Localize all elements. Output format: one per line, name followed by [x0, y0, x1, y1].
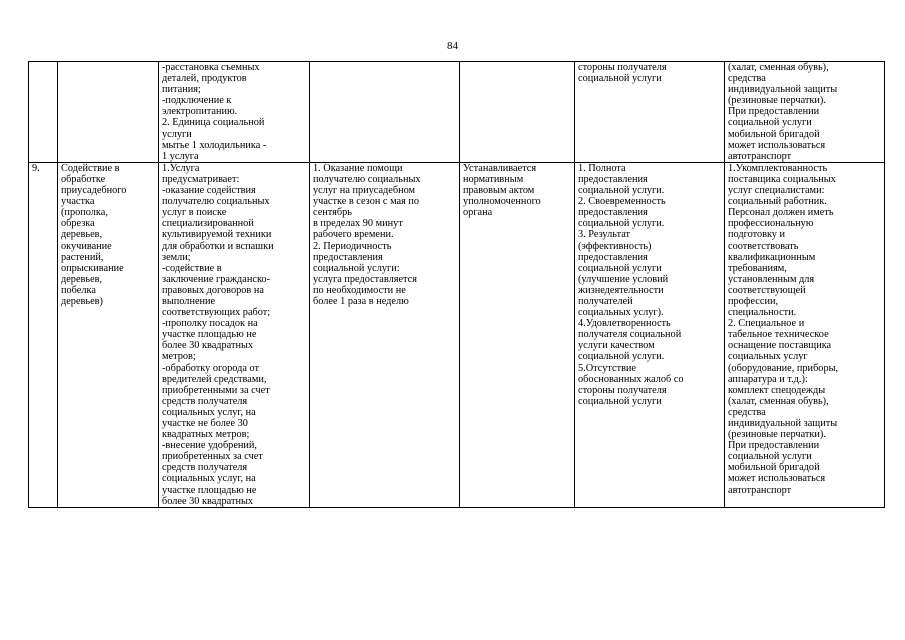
cell-service-time	[310, 62, 460, 163]
text-line: земли;	[162, 251, 191, 263]
text-line: -внесение удобрений,	[162, 440, 258, 452]
text-line: социальной услуги	[578, 73, 662, 85]
text-line: обоснованных жалоб со	[578, 373, 684, 385]
text-line: правовых договоров на	[162, 284, 264, 296]
text-line: 3. Результат	[578, 229, 631, 241]
text-line: предусматривает:	[162, 173, 240, 185]
text-line: приобретенных за счет	[162, 451, 263, 463]
text-line: может использоваться	[728, 473, 826, 485]
text-line: средства	[728, 406, 766, 418]
text-line: социальных услуг, на	[162, 406, 256, 418]
cell-service-time	[310, 162, 460, 507]
text-line: деревьев,	[61, 273, 103, 285]
text-line: получателя социальной	[578, 329, 682, 341]
text-line: соответствовать	[728, 240, 799, 252]
text-line: средства	[728, 73, 766, 85]
text-line: выполнение	[162, 295, 216, 307]
text-line: услуги качеством	[578, 340, 655, 352]
text-line: правовым актом	[463, 185, 535, 197]
text-line: более 30 квадратных	[162, 495, 254, 507]
text-line: вредителей средствами,	[162, 373, 267, 385]
text-line: растений,	[61, 251, 104, 263]
cell-service-quality	[575, 162, 725, 507]
services-table	[28, 61, 885, 508]
text-line: 1.Укомплектованность	[728, 162, 828, 174]
text-line: получателю социальных	[162, 196, 270, 208]
text-line: 1.Услуга	[162, 162, 200, 174]
text-line: соответствующих работ;	[162, 307, 271, 319]
text-line: автотранспорт	[728, 484, 792, 496]
text-line: участке не более 30	[162, 418, 248, 429]
text-line: индивидуальной защиты	[728, 418, 838, 429]
text-line: требованиям,	[728, 262, 787, 274]
text-line: социальной услуги	[728, 117, 812, 129]
text-line: социальной услуги:	[313, 262, 400, 274]
text-line: (халат, сменная обувь),	[728, 62, 829, 73]
text-line: 1. Оказание помощи	[313, 162, 403, 174]
cell-service-norm	[460, 62, 575, 163]
text-line: услуг на приусадебном	[313, 185, 416, 197]
text-line: социальной услуги	[578, 395, 662, 407]
text-line: средств получателя	[162, 462, 248, 474]
text-line: опрыскивание	[61, 262, 124, 274]
text-line: установленным для	[728, 273, 815, 285]
text-line: квадратных метров;	[162, 429, 250, 441]
text-line: квалификационным	[728, 251, 816, 263]
text-line: Устанавливается	[463, 162, 537, 174]
text-line: 2. Периодичность	[313, 240, 392, 252]
cell-service-content	[159, 62, 310, 163]
text-line: -расстановка съемных	[162, 62, 260, 73]
text-line: 1. Полнота	[578, 162, 626, 174]
text-line: жизнедеятельности	[578, 284, 664, 296]
text-line: средств получателя	[162, 395, 248, 407]
text-line: При предоставлении	[728, 440, 820, 452]
text-line: услуг специалистами:	[728, 185, 825, 197]
cell-service-name	[58, 162, 159, 507]
text-line: электропитанию.	[162, 106, 238, 118]
text-line: обработке	[61, 173, 106, 185]
text-line: деталей, продуктов	[162, 73, 247, 85]
text-line: социальной услуги.	[578, 185, 665, 197]
text-line: культивируемой техники	[162, 229, 272, 241]
text-line: социальной услуги.	[578, 218, 665, 230]
text-line: органа	[463, 207, 493, 219]
text-line: социальной услуги	[728, 451, 812, 463]
text-line: может использоваться	[728, 139, 826, 151]
text-line: (эффективность)	[578, 240, 652, 252]
text-line: участке площадью не	[162, 329, 257, 341]
text-line: 1 услуга	[162, 150, 199, 162]
text-line: (халат, сменная обувь),	[728, 395, 829, 407]
text-line: специализированной	[162, 218, 254, 230]
text-line: получателю социальных	[313, 173, 421, 185]
text-line: -обработку огорода от	[162, 362, 260, 374]
cell-service-conditions	[725, 62, 885, 163]
text-line: поставщика социальных	[728, 173, 836, 185]
text-line: услуг в поиске	[162, 207, 227, 219]
table-row-continuation	[29, 62, 885, 163]
text-line: комплект спецодежды	[728, 384, 826, 396]
text-line: социальный работник.	[728, 196, 827, 208]
text-line: приусадебного	[61, 185, 127, 197]
text-line: для обработки и вспашки	[162, 240, 274, 252]
text-line: соответствующей	[728, 284, 806, 296]
text-line: деревьев)	[61, 295, 103, 307]
cell-service-name	[58, 62, 159, 163]
text-line: подготовку и	[728, 229, 786, 241]
text-line: более 30 квадратных	[162, 340, 254, 352]
text-line: стороны получателя	[578, 62, 667, 73]
text-line: табельное техническое	[728, 329, 829, 341]
text-line: мобильной бригадой	[728, 128, 820, 140]
text-line: -оказание содействия	[162, 185, 256, 197]
text-line: профессиональную	[728, 218, 814, 230]
text-line: деревьев,	[61, 229, 103, 241]
text-line: предоставления	[313, 251, 383, 263]
text-line: социальной услуги.	[578, 351, 665, 363]
text-line: питания;	[162, 84, 201, 96]
text-line: в пределах 90 минут	[313, 218, 403, 230]
text-line: 2. Единица социальной	[162, 117, 265, 129]
cell-service-quality	[575, 62, 725, 163]
text-line: социальной услуги	[578, 262, 662, 274]
text-line: предоставления	[578, 173, 648, 185]
text-line: 4.Удовлетворенность	[578, 318, 671, 330]
text-line: социальных услуг	[728, 351, 808, 363]
cell-number	[29, 62, 58, 163]
text-line: нормативным	[463, 173, 524, 185]
text-line: стороны получателя	[578, 384, 667, 396]
text-line: (резиновые перчатки).	[728, 95, 826, 107]
text-line: услуга предоставляется	[313, 273, 417, 285]
text-line: рабочего времени.	[313, 229, 394, 241]
text-line: побелка	[61, 284, 96, 296]
text-line: индивидуальной защиты	[728, 84, 838, 96]
text-line: При предоставлении	[728, 106, 820, 118]
text-line: мобильной бригадой	[728, 462, 820, 474]
text-line: заключение гражданско-	[162, 273, 270, 285]
cell-number: 9.	[29, 162, 58, 507]
text-line: -подключение к	[162, 95, 232, 107]
text-line: Персонал должен иметь	[728, 207, 834, 219]
text-line: мытье 1 холодильника -	[162, 139, 267, 151]
text-line: уполномоченного	[463, 196, 541, 208]
text-line: получателей	[578, 295, 633, 307]
text-line: -содействие в	[162, 262, 222, 274]
text-line: предоставления	[578, 207, 648, 219]
text-line: 2. Своевременность	[578, 196, 666, 208]
text-line: сентябрь	[313, 207, 352, 219]
text-line: -прополку посадок на	[162, 318, 258, 330]
text-line: окучивание	[61, 240, 112, 252]
text-line: метров;	[162, 351, 196, 363]
text-line: 5.Отсутствие	[578, 362, 637, 374]
page-number: 84	[447, 40, 458, 52]
cell-service-content	[159, 162, 310, 507]
text-line: социальных услуг).	[578, 307, 664, 319]
text-line: оснащение поставщика	[728, 340, 832, 352]
text-line: автотранспорт	[728, 150, 792, 162]
text-line: специальности.	[728, 307, 797, 319]
text-line: (оборудование, приборы,	[728, 362, 839, 374]
text-line: по необходимости не	[313, 284, 406, 296]
text-line: социальных услуг, на	[162, 473, 256, 485]
table-row-9	[29, 162, 885, 507]
text-line: профессии,	[728, 295, 779, 307]
text-line: предоставления	[578, 251, 648, 263]
text-line: (прополка,	[61, 207, 108, 219]
text-line: участке площадью не	[162, 484, 257, 496]
text-line: аппаратура и т.д.):	[728, 373, 808, 385]
text-line: Содействие в	[61, 162, 120, 174]
cell-service-norm	[460, 162, 575, 507]
text-line: более 1 раза в неделю	[313, 295, 409, 307]
text-line: услуги	[162, 128, 192, 140]
text-line: обрезка	[61, 218, 95, 230]
text-line: (улучшение условий	[578, 273, 669, 285]
text-line: приобретенными за счет	[162, 384, 270, 396]
text-line: (резиновые перчатки).	[728, 429, 826, 441]
text-line: участке в сезон с мая по	[313, 196, 420, 208]
text-line: 2. Специальное и	[728, 318, 805, 330]
text-line: участка	[61, 196, 95, 208]
cell-service-conditions	[725, 162, 885, 507]
